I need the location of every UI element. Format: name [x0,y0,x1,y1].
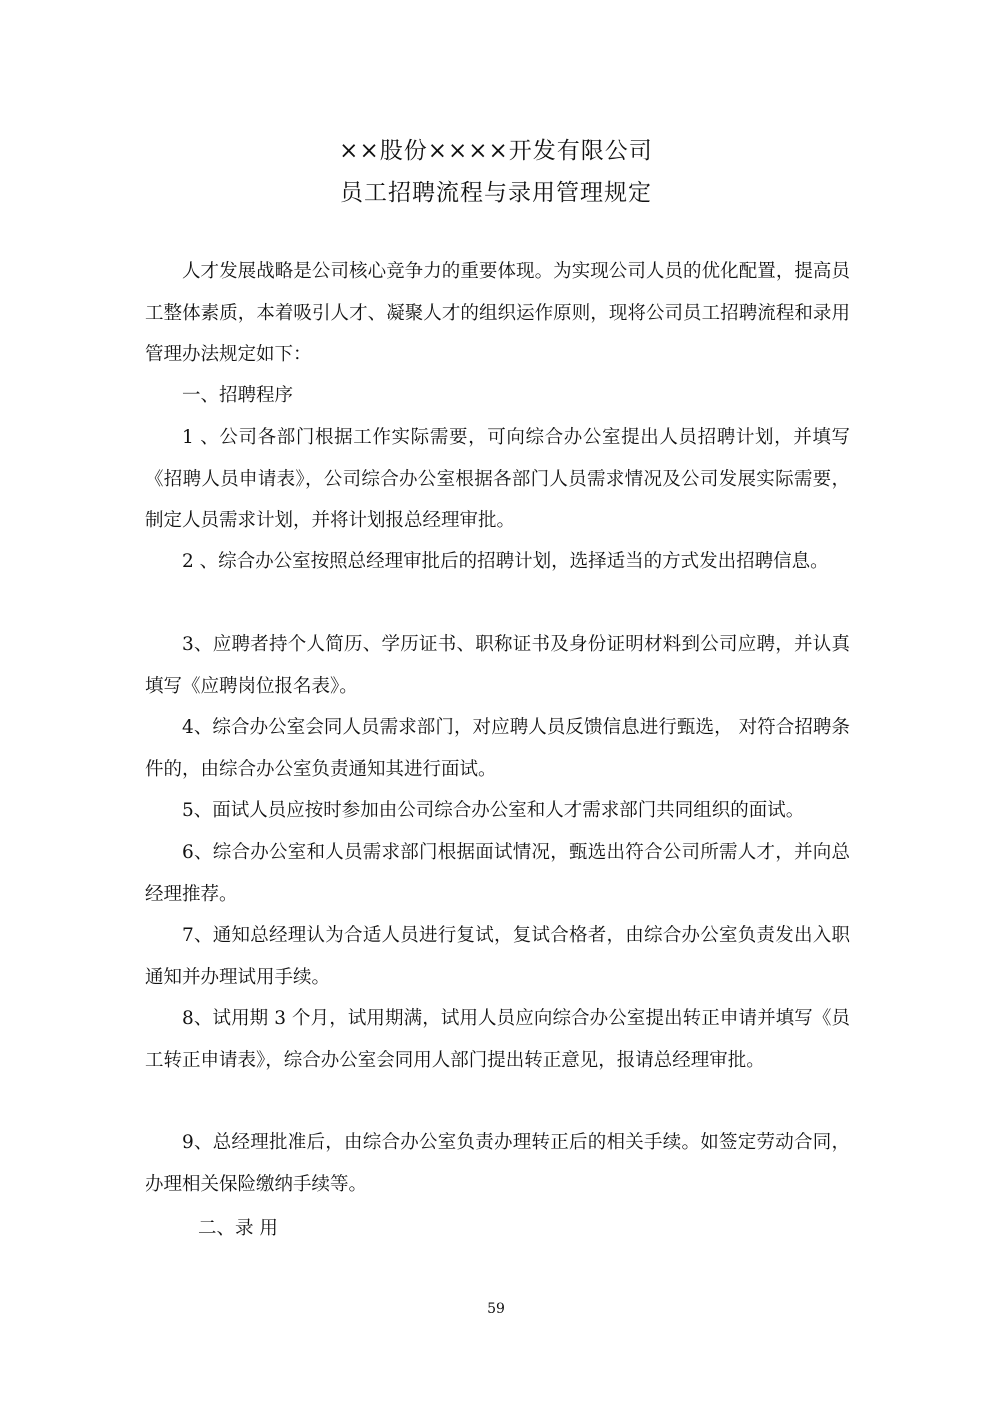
procedure-item-6: 6、综合办公室和人员需求部门根据面试情况，甄选出符合公司所需人才，并向总经理推荐。 [145,842,850,905]
procedure-item-1: 1 、公司各部门根据工作实际需要，可向综合办公室提出人员招聘计划，并填写《招聘人员申请表》，公司综合办公室根据各部门人员需求情况及公司发展实际需要，制定人员需求计划，并将计划报总经理审批。 [145,427,850,531]
procedure-item-7: 7、通知总经理认为合适人员进行复试，复试合格者，由综合办公室负责发出入职通知并办理试用手续。 [145,925,850,988]
procedure-item-3: 3、应聘者持个人简历、学历证书、职称证书及身份证明材料到公司应聘，并认真填写《应聘岗位报名表》。 [145,634,850,697]
procedure-item-5: 5、面试人员应按时参加由公司综合办公室和人才需求部门共同组织的面试。 [182,800,805,821]
procedure-item-8: 8、试用期 3 个月，试用期满，试用人员应向综合办公室提出转正申请并填写《员工转正申请表》，综合办公室会同用人部门提出转正意见，报请总经理审批。 [145,1008,850,1071]
section-heading-recruitment-procedure: 一、招聘程序 [182,385,294,406]
page-number: 59 [487,1301,505,1317]
section-heading-employment: 二、录 用 [198,1218,278,1239]
procedure-item-9: 9、总经理批准后，由综合办公室负责办理转正后的相关手续。如签定劳动合同，办理相关保险缴纳手续等。 [145,1132,850,1195]
procedure-item-2: 2 、综合办公室按照总经理审批后的招聘计划，选择适当的方式发出招聘信息。 [182,551,829,572]
document-title-company: ××股份××××开发有限公司 [339,138,653,164]
intro-paragraph: 人才发展战略是公司核心竞争力的重要体现。为实现公司人员的优化配置，提高员工整体素质，本着吸引人才、凝聚人才的组织运作原则，现将公司员工招聘流程和录用管理办法规定如下： [145,261,850,365]
procedure-item-4: 4、综合办公室会同人员需求部门，对应聘人员反馈信息进行甄选， 对符合招聘条件的，由综合办公室负责通知其进行面试。 [145,717,850,780]
document-title-regulation: 员工招聘流程与录用管理规定 [340,180,652,206]
